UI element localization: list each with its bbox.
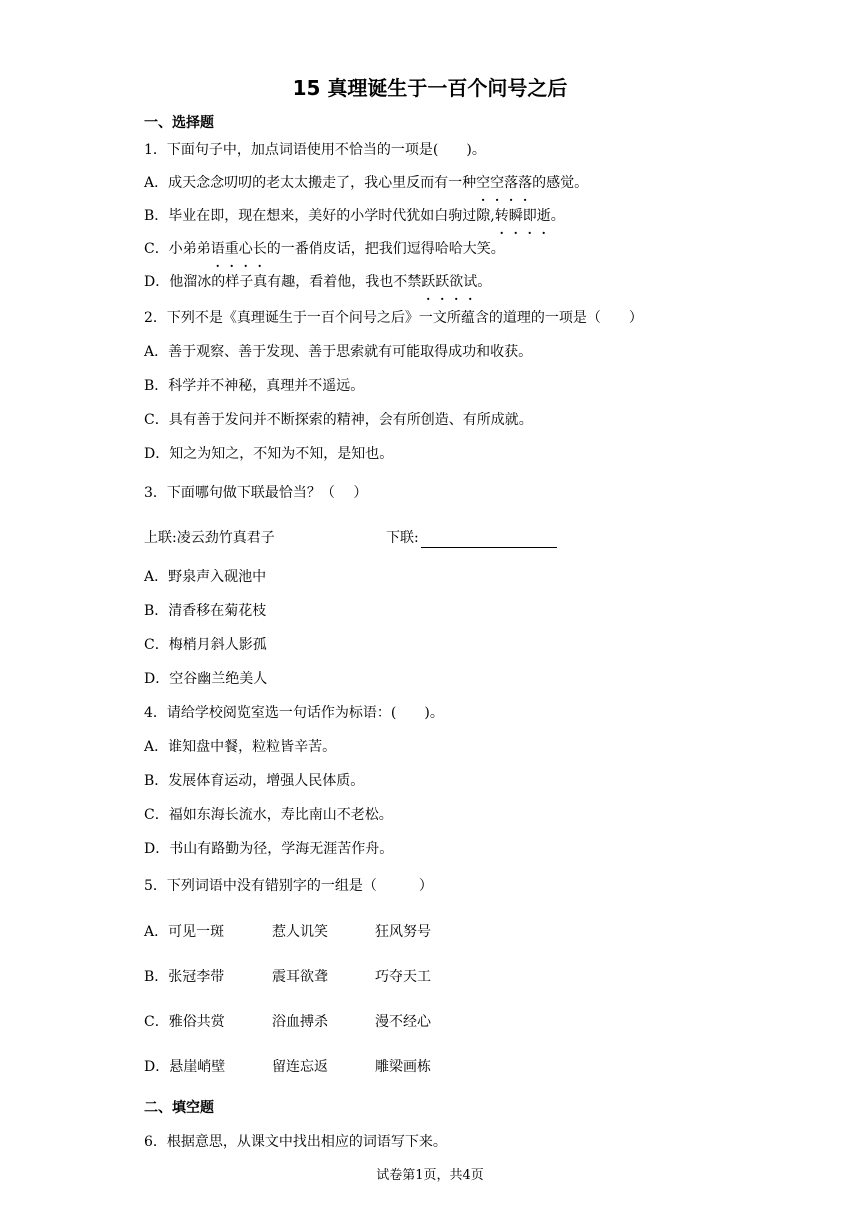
dotted-char: 试: [463, 274, 478, 290]
dotted-char: 心: [238, 241, 253, 257]
dotted-char: 逝: [536, 208, 551, 224]
q3-option-d: D．空谷幽兰绝美人: [144, 671, 268, 687]
dotted-char: 落: [518, 175, 533, 191]
dotted-char: 转: [494, 208, 509, 224]
q1-option-a: [144, 173, 588, 193]
q2-option-b: B．科学并不神秘，真理并不遥远。: [144, 378, 365, 394]
q4-stem: 4．请给学校阅览室选一句话作为标语：( )。: [144, 705, 444, 721]
q1-stem: 1．下面句子中，加点词语使用不恰当的一项是( )。: [144, 142, 486, 158]
q3-couplet-upper: 上联:凌云劲竹真君子: [144, 530, 275, 546]
dotted-char: 空: [476, 175, 491, 191]
q1-a-text: A．成天念念叨叨的老太太搬走了，我心里反而有一种: [144, 175, 477, 191]
q3-lower-label: 下联:: [386, 530, 419, 546]
q1-c-text-end: 的一番俏皮话，把我们逗得哈哈大笑。: [266, 241, 505, 257]
q4-option-a: A．谁知盘中餐，粒粒皆辛苦。: [144, 739, 337, 755]
answer-blank[interactable]: [421, 531, 557, 548]
q1-option-b: [144, 206, 565, 226]
q5-row-a-word1: A．可见一斑: [144, 924, 225, 940]
q1-a-text-end: 的感觉。: [532, 175, 589, 191]
dotted-char: 跃: [421, 274, 436, 290]
page-title: 15 真理诞生于一百个问号之后: [292, 76, 568, 100]
q1-b-text: B．毕业在即，现在想来，美好的小学时代犹如白驹过隙,: [144, 208, 495, 224]
q4-option-d: D．书山有路勤为径，学海无涯苦作舟。: [144, 841, 394, 857]
q5-row-b-word1: B．张冠李带: [144, 969, 225, 985]
section-heading-choice: 一、选择题: [144, 115, 214, 131]
q1-option-d: [144, 272, 491, 292]
dotted-char: 重: [224, 241, 239, 257]
q3-stem: 3．下面哪句做下联最恰当？（ ）: [144, 485, 368, 501]
q1-option-c: [144, 239, 505, 259]
q2-stem: 2．下列不是《真理诞生于一百个问号之后》一文所蕴含的道理的一项是（ ）: [144, 310, 643, 326]
q5-row-c-word2: 浴血搏杀: [272, 1014, 328, 1030]
q5-row-d-word3: 雕梁画栋: [375, 1059, 431, 1075]
q5-row-d-word2: 留连忘返: [272, 1059, 328, 1075]
q2-option-a: A．善于观察、善于发现、善于思索就有可能取得成功和收获。: [144, 344, 533, 360]
q3-option-c: C．梅梢月斜人影孤: [144, 637, 267, 653]
q1-c-text: C．小弟弟: [144, 241, 211, 257]
q5-row-b-word2: 震耳欲聋: [272, 969, 328, 985]
section-heading-fill: 二、填空题: [144, 1100, 214, 1116]
q5-row-a-word3: 狂风努号: [375, 924, 431, 940]
q1-d-text: D．他溜冰的样子真有趣，看着他，我也不禁: [144, 274, 422, 290]
dotted-char: 瞬: [508, 208, 523, 224]
q5-row-c-word1: C．雅俗共赏: [144, 1014, 225, 1030]
page-footer: 试卷第1页，共4页: [376, 1168, 484, 1183]
q5-row-b-word3: 巧夺天工: [375, 969, 431, 985]
q4-option-c: C．福如东海长流水，寿比南山不老松。: [144, 807, 393, 823]
dotted-char: 即: [522, 208, 537, 224]
q2-option-d: D．知之为知之，不知为不知，是知也。: [144, 446, 394, 462]
q2-option-c: C．具有善于发问并不断探索的精神，会有所创造、有所成就。: [144, 412, 533, 428]
q5-row-d-word1: D．悬崖峭壁: [144, 1059, 226, 1075]
dotted-char: 空: [490, 175, 505, 191]
dotted-char: 语: [210, 241, 225, 257]
dotted-char: 长: [252, 241, 267, 257]
q5-stem: 5．下列词语中没有错别字的一组是（ ）: [144, 878, 433, 894]
q3-option-a: A．野泉声入砚池中: [144, 569, 267, 585]
q5-row-a-word2: 惹人讥笑: [272, 924, 328, 940]
dotted-char: 跃: [435, 274, 450, 290]
dotted-char: 落: [504, 175, 519, 191]
q5-row-c-word3: 漫不经心: [375, 1014, 431, 1030]
dotted-char: 欲: [449, 274, 464, 290]
q3-couplet-lower: [386, 528, 557, 548]
q1-d-text-end: 。: [477, 274, 492, 290]
q4-option-b: B．发展体育运动，增强人民体质。: [144, 773, 365, 789]
q3-option-b: B．清香移在菊花枝: [144, 603, 267, 619]
q1-b-text-end: 。: [550, 208, 565, 224]
q6-stem: 6．根据意思，从课文中找出相应的词语写下来。: [144, 1134, 447, 1150]
